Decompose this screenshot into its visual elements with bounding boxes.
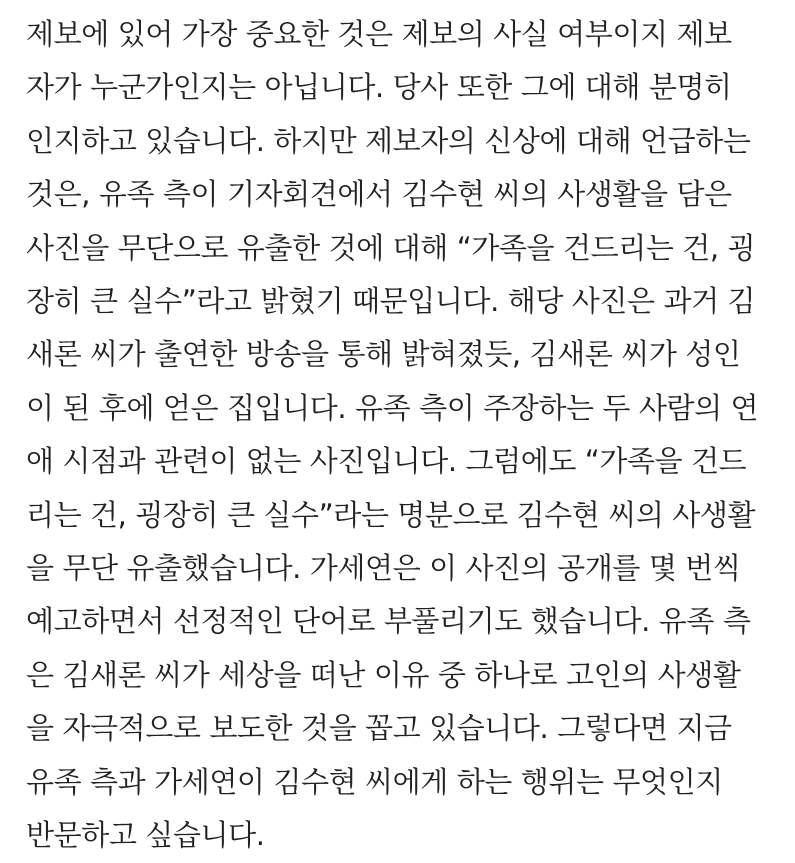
article-line: 제보에 있어 가장 중요한 것은 제보의 사실 여부이지 제보 <box>26 17 732 51</box>
article-line: 유족 측과 가세연이 김수현 씨에게 하는 행위는 무엇인지 <box>26 764 723 799</box>
article-line: 애 시점과 관련이 없는 사진입니다. 그럼에도 “가족을 건드 <box>26 444 747 479</box>
article-line: 것은, 유족 측이 기자회견에서 김수현 씨의 사생활을 담은 <box>26 177 732 212</box>
article-line: 예고하면서 선정적인 단어로 부풀리기도 했습니다. 유족 측 <box>26 604 751 639</box>
article-line: 새론 씨가 출연한 방송을 통해 밝혀졌듯, 김새론 씨가 성인 <box>26 337 741 372</box>
article-line: 은 김새론 씨가 세상을 떠난 이유 중 하나로 고인의 사생활 <box>26 657 741 692</box>
article-line: 사진을 무단으로 유출한 것에 대해 “가족을 건드리는 건, 굉 <box>26 230 756 265</box>
article-line: 이 된 후에 얻은 집입니다. 유족 측이 주장하는 두 사람의 연 <box>26 390 759 425</box>
article-line: 인지하고 있습니다. 하지만 제보자의 신상에 대해 언급하는 <box>26 123 751 158</box>
article-line: 을 무단 유출했습니다. 가세연은 이 사진의 공개를 몇 번씩 <box>26 551 741 586</box>
article-line: 반문하고 싶습니다. <box>26 818 265 853</box>
article-line: 자가 누군가인지는 아닙니다. 당사 또한 그에 대해 분명히 <box>26 70 732 105</box>
article-line: 을 자극적으로 보도한 것을 꼽고 있습니다. 그렇다면 지금 <box>26 711 732 746</box>
article-line: 장히 큰 실수”라고 밝혔기 때문입니다. 해당 사진은 과거 김 <box>26 284 756 319</box>
article-line: 리는 건, 굉장히 큰 실수”라는 명분으로 김수현 씨의 사생활 <box>26 497 756 532</box>
